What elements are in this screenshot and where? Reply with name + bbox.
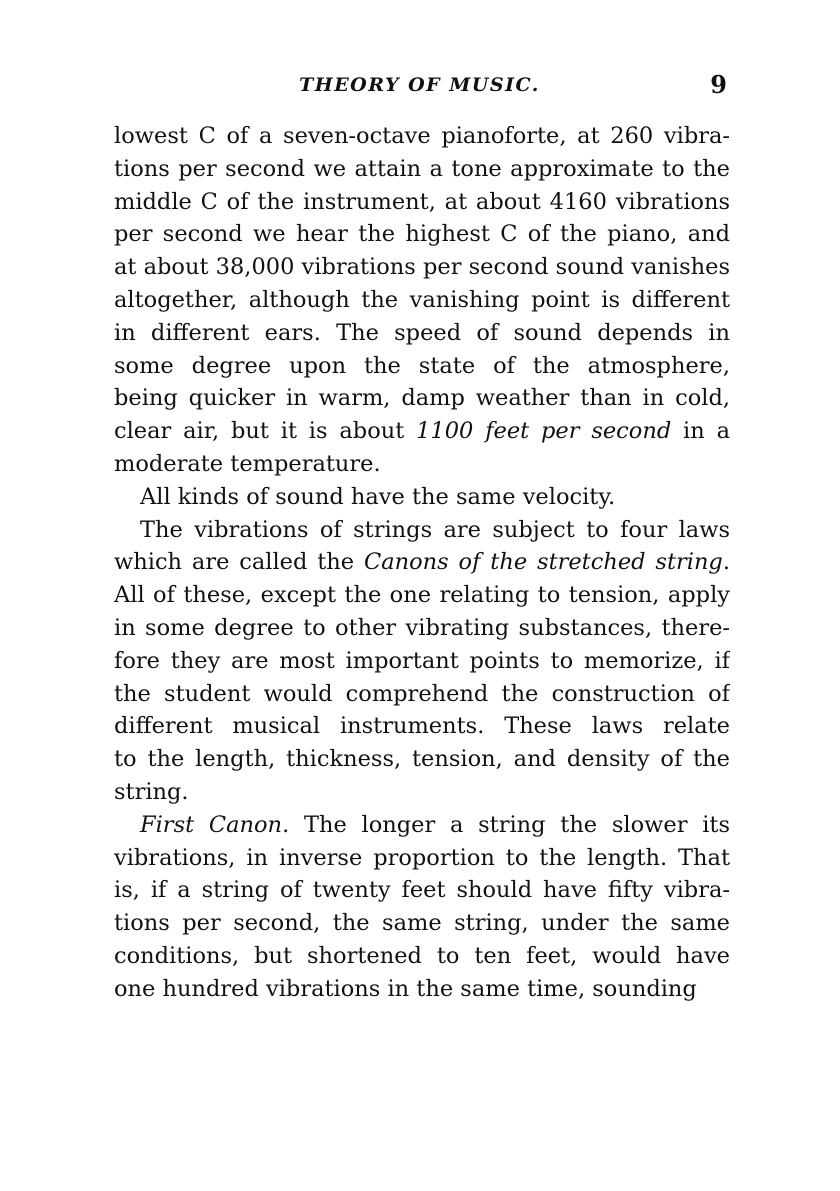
text-run: lowest C of a seven-octave pianoforte, at 260 vibra- <box>114 123 730 149</box>
paragraph <box>114 481 730 514</box>
text-line <box>114 645 730 678</box>
text-line <box>114 776 730 809</box>
italic-phrase: First Canon <box>140 811 283 838</box>
text-run: fore they are most important points to memorize, if <box>114 647 730 674</box>
text-line <box>114 940 730 973</box>
text-line <box>114 678 730 711</box>
text-run: middle C of the instrument, at about 4160 vibrations <box>114 188 730 215</box>
text-run: All kinds of sound have the same velocity. <box>140 483 616 510</box>
text-line <box>114 612 730 645</box>
text-run: clear air, but it is about <box>114 418 417 445</box>
text-line <box>114 251 730 284</box>
text-run: the student would comprehend the construction of <box>114 680 730 707</box>
text-line <box>114 382 730 415</box>
text-line <box>114 514 730 547</box>
text-run: at about 38,000 vibrations per second sound vanishes <box>114 254 730 281</box>
paragraph <box>114 120 730 481</box>
text-line <box>114 874 730 907</box>
text-line <box>114 809 730 842</box>
text-run: conditions, but shortened to ten feet, would have <box>114 942 730 969</box>
text-run: in a <box>671 418 730 445</box>
text-line <box>114 284 730 317</box>
text-run: some degree upon the state of the atmosphere, <box>114 352 730 379</box>
text-line <box>114 317 730 350</box>
text-run: tions per second, the same string, under the same <box>114 910 730 937</box>
text-run: being quicker in warm, damp weather than in cold, <box>114 385 730 412</box>
paragraph <box>114 514 730 809</box>
text-line <box>114 448 730 481</box>
text-run: tions per second we attain a tone approximate to the <box>114 155 730 182</box>
text-run: moderate temperature. <box>114 450 381 477</box>
text-run: per second we hear the highest C of the piano, and <box>114 221 730 248</box>
text-line <box>114 546 730 579</box>
text-line <box>114 218 730 251</box>
text-run: All of these, except the one relating to tension, apply <box>114 582 730 609</box>
text-line <box>114 973 730 1006</box>
text-line <box>114 481 730 514</box>
paragraph <box>114 809 730 1006</box>
text-run: in some degree to other vibrating substances, there- <box>114 614 730 641</box>
text-line <box>114 153 730 186</box>
italic-phrase: Canons of the stretched string <box>363 549 723 576</box>
text-line <box>114 186 730 219</box>
text-run: string. <box>114 778 189 805</box>
page-number: 9 <box>710 70 727 99</box>
text-run: different musical instruments. These laws relate <box>114 713 730 740</box>
text-run: The vibrations of strings are subject to four laws <box>140 516 730 543</box>
text-run: is, if a string of twenty feet should have fifty vibra- <box>114 877 730 904</box>
text-run: . The longer a string the slower its <box>282 811 730 838</box>
text-line <box>114 710 730 743</box>
italic-phrase: 1100 feet per second <box>416 418 672 445</box>
text-run: altogether, although the vanishing point is different <box>114 286 730 313</box>
text-line <box>114 842 730 875</box>
text-run: vibrations, in inverse proportion to the length. That <box>114 844 730 871</box>
text-run: to the length, thickness, tension, and density of the <box>114 746 730 773</box>
text-line <box>114 350 730 383</box>
text-line <box>114 743 730 776</box>
running-title: THEORY OF MUSIC. <box>299 74 540 96</box>
running-head <box>112 70 727 104</box>
text-run: one hundred vibrations in the same time, sounding <box>114 975 697 1002</box>
text-line <box>114 579 730 612</box>
text-line <box>114 907 730 940</box>
body-text <box>114 120 730 1006</box>
text-line <box>114 415 730 448</box>
text-run: . <box>722 549 730 576</box>
text-run: which are called the <box>114 549 364 576</box>
text-run: in different ears. The speed of sound depends in <box>114 319 730 346</box>
text-line <box>114 120 730 153</box>
